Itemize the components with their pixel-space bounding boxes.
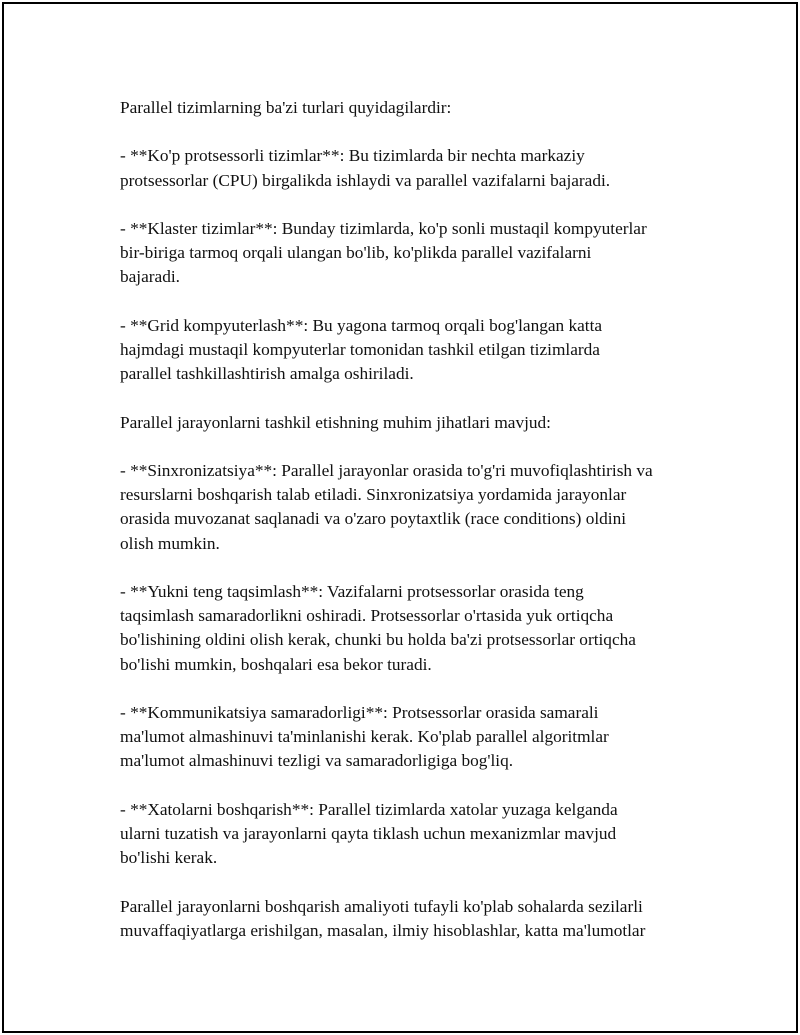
text-line: resurslarni boshqarish talab etiladi. Sinxronizatsiya yordamida jarayonlar [120,485,627,505]
text-line: hajmdagi mustaqil kompyuterlar tomonidan tashkil etilgan tizimlarda [120,339,600,359]
text-line: muvaffaqiyatlarga erishilgan, masalan, ilmiy hisoblashlar, katta ma'lumotlar [120,920,646,940]
text-line: protsessorlar (CPU) birgalikda ishlaydi va parallel vazifalarni bajaradi. [120,170,611,190]
paragraph [120,144,720,192]
text-line: bir-biriga tarmoq orqali ulangan bo'lib, ko'plikda parallel vazifalarni [120,243,592,263]
text-line: parallel tashkillashtirish amalga oshiriladi. [120,364,414,384]
text-line: Parallel tizimlarning ba'zi turlari quyidagilardir: [120,98,452,117]
text-line: - **Ko'p protsessorli tizimlar**: Bu tizimlarda bir nechta markaziy [120,146,585,166]
text-line: taqsimlash samaradorlikni oshiradi. Protsessorlar o'rtasida yuk ortiqcha [120,606,614,626]
text-line: - **Sinxronizatsiya**: Parallel jarayonlar orasida to'g'ri muvofiqlashtirish va [120,460,653,480]
text-line: bo'lishi mumkin, boshqalari esa bekor turadi. [120,654,432,674]
text-line: - **Yukni teng taqsimlash**: Vazifalarni protsessorlar orasida teng [120,581,584,601]
text-line: bajaradi. [120,267,180,287]
text-line: - **Grid kompyuterlash**: Bu yagona tarmoq orqali bog'langan katta [120,315,603,335]
text-line: orasida muvozanat saqlanadi va o'zaro poytaxtlik (race conditions) oldini [120,509,627,529]
text-line: - **Kommunikatsiya samaradorligi**: Protsessorlar orasida samarali [120,702,599,722]
paragraph [120,411,720,435]
text-line: bo'lishi kerak. [120,848,218,868]
text-line: - **Klaster tizimlar**: Bunday tizimlarda, ko'p sonli mustaqil kompyuterlar [120,218,647,238]
paragraph [120,895,720,943]
paragraph [120,798,720,871]
paragraph [120,217,720,290]
paragraph [120,96,720,120]
text-line: ularni tuzatish va jarayonlarni qayta tiklash uchun mexanizmlar mavjud [120,823,617,843]
text-line: olish mumkin. [120,533,220,553]
text-line: Parallel jarayonlarni tashkil etishning muhim jihatlari mavjud: [120,412,551,432]
page-frame [2,2,798,1033]
text-line: - **Xatolarni boshqarish**: Parallel tizimlarda xatolar yuzaga kelganda [120,799,618,819]
paragraph [120,314,720,387]
paragraph [120,580,720,677]
paragraph [120,459,720,556]
paragraph [120,701,720,774]
text-line: ma'lumot almashinuvi tezligi va samaradorligiga bog'liq. [120,751,514,771]
text-line: bo'lishining oldini olish kerak, chunki bu holda ba'zi protsessorlar ortiqcha [120,630,636,650]
text-line: ma'lumot almashinuvi ta'minlanishi kerak. Ko'plab parallel algoritmlar [120,727,609,747]
text-line: Parallel jarayonlarni boshqarish amaliyoti tufayli ko'plab sohalarda sezilarli [120,896,643,916]
document-body [120,96,720,967]
